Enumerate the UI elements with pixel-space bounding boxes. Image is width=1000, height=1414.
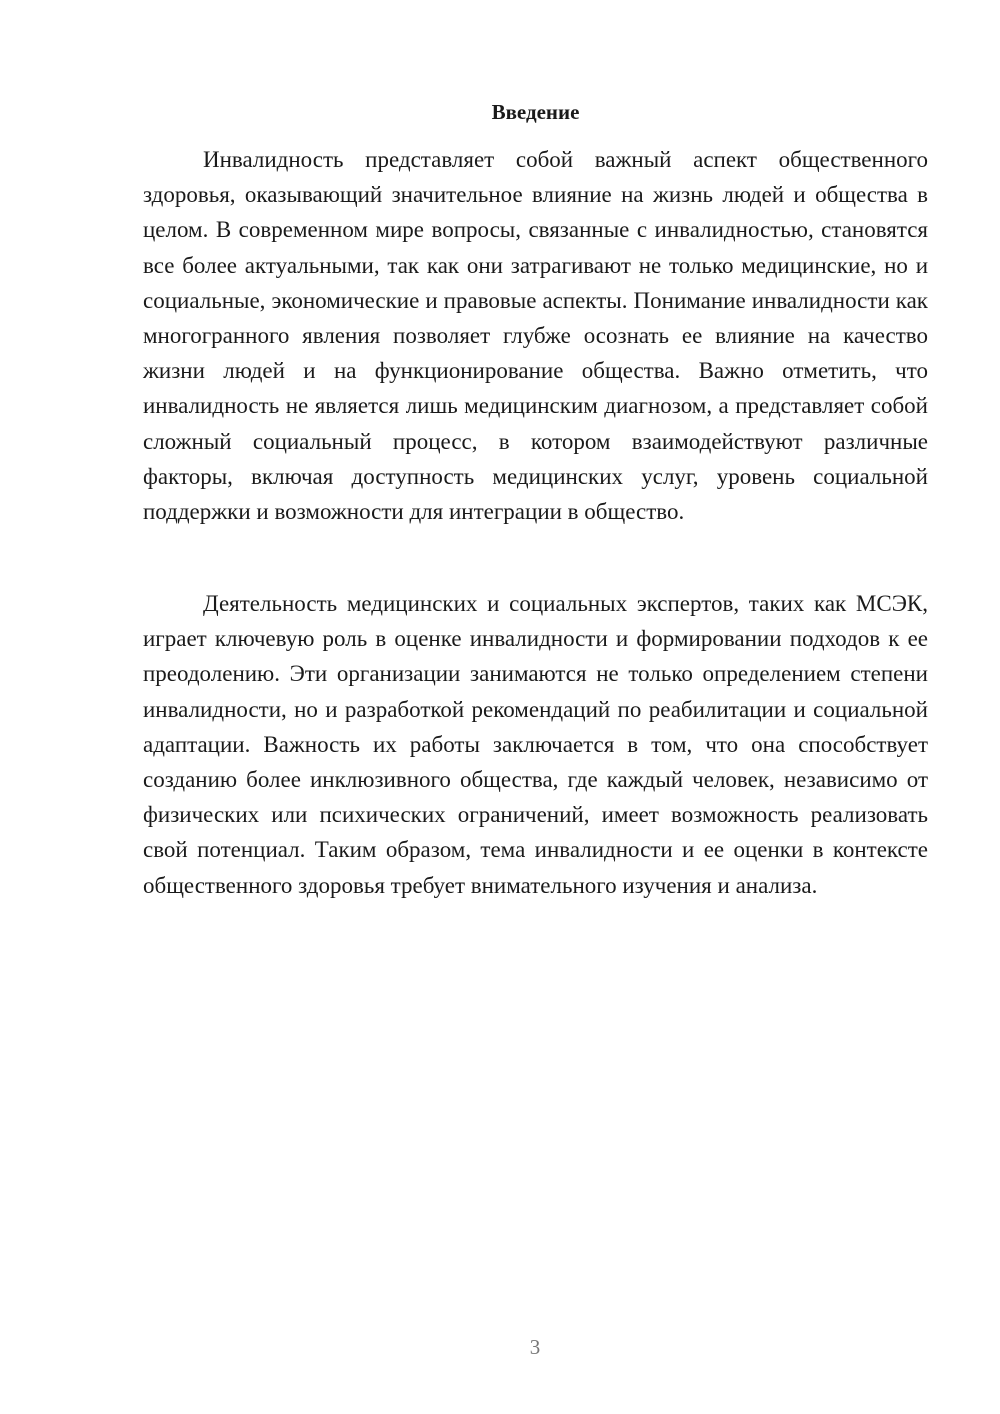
paragraph-1: Инвалидность представляет собой важный аспект общественного здоровья, оказывающий значительное влияние на жизнь людей и общества в целом. В современном мире вопросы, связанные с инвалидностью, становятся все более актуальными, так как они затрагивают не только медицинские, но и социальные, экономические и правовые аспекты. Понимание инвалидности как многогранного явления позволяет глубже осознать ее влияние на качество жизни людей и на функционирование общества. Важно отметить, что инвалидность не является лишь медицинским диагнозом, а представляет собой сложный социальный процесс, в котором взаимодействуют различные факторы, включая доступность медицинских услуг, уровень социальной поддержки и возможности для интеграции в общество.	[143, 147, 928, 525]
section-heading: Введение	[491, 100, 580, 124]
paragraph-2: Деятельность медицинских и социальных экспертов, таких как МСЭК, играет ключевую роль в оценке инвалидности и формировании подходов к ее преодолению. Эти организации занимаются не только определением степени инвалидности, но и разработкой рекомендаций по реабилитации и социальной адаптации. Важность их работы заключается в том, что она способствует созданию более инклюзивного общества, где каждый человек, независимо от физических или психических ограничений, имеет возможность реализовать свой потенциал. Таким образом, тема инвалидности и ее оценки в контексте общественного здоровья требует внимательного изучения и анализа.	[143, 591, 928, 898]
page-number: 3	[529, 1335, 541, 1359]
